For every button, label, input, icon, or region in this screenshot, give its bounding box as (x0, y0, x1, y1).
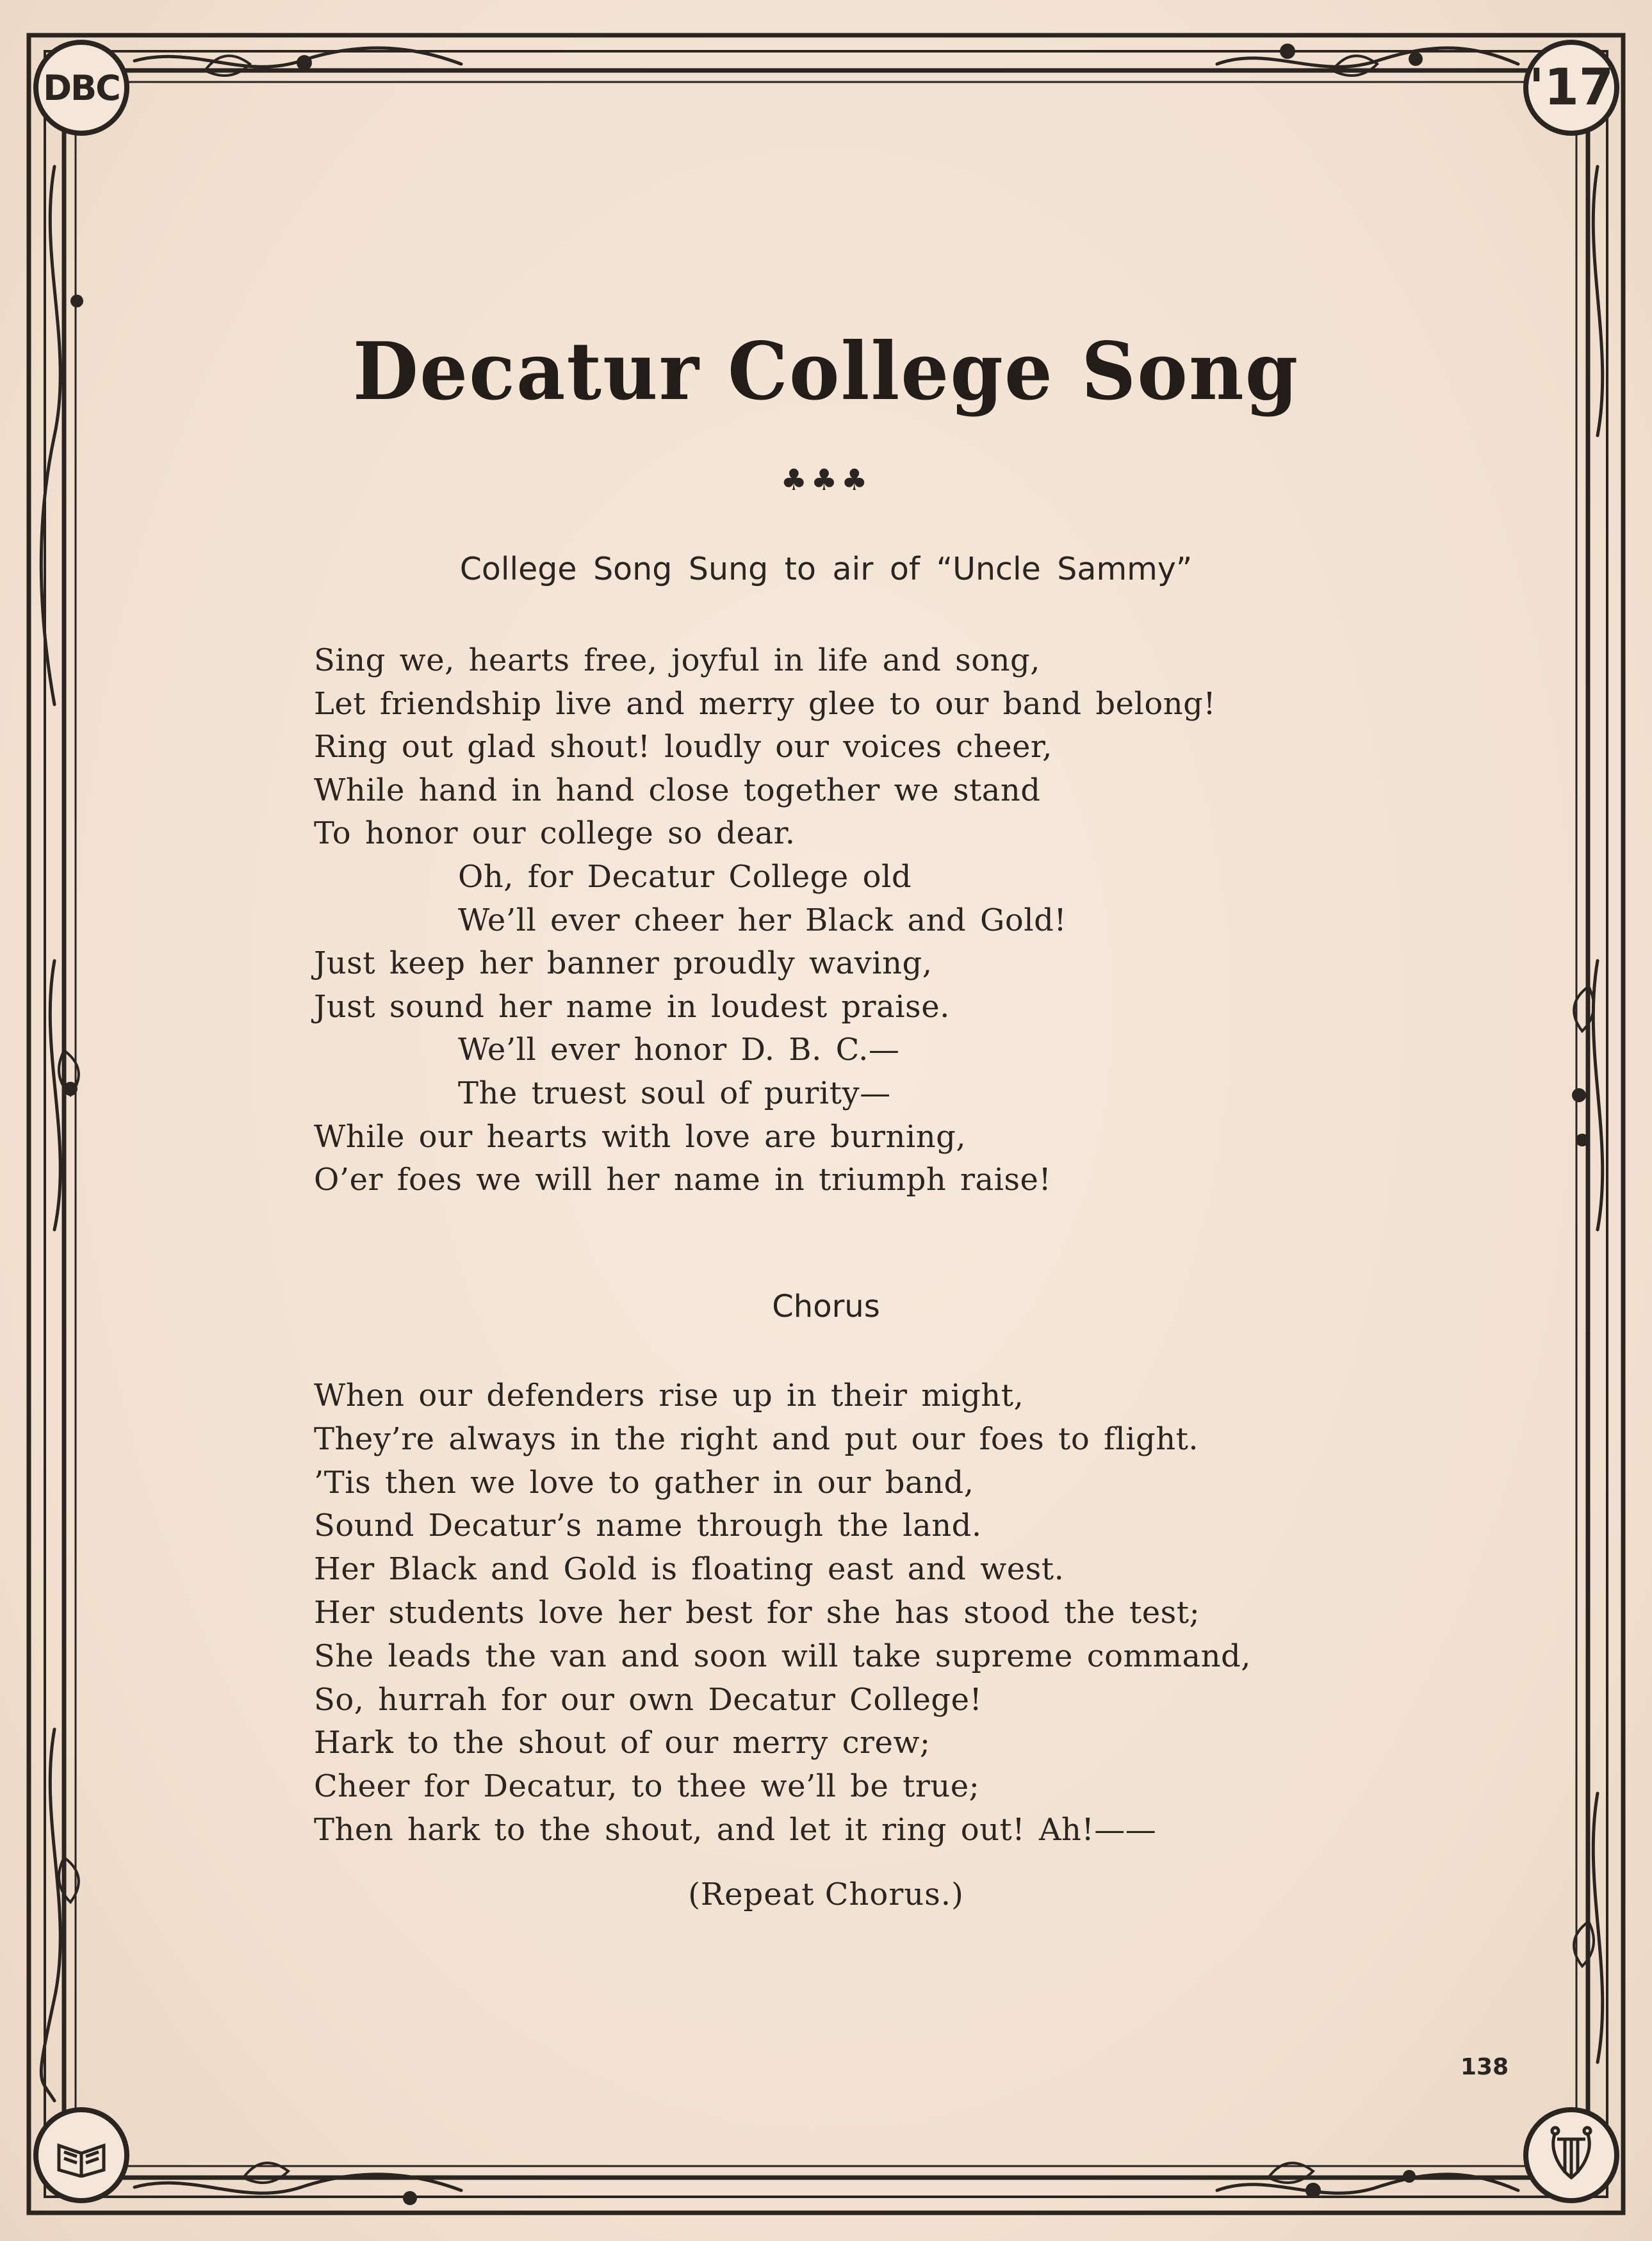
lyre-icon-glyph (1546, 2123, 1597, 2187)
verse-line: While our hearts with love are burning, (314, 1118, 967, 1155)
chorus (314, 1374, 1403, 1852)
verse-line: We’ll ever cheer her Black and Gold! (458, 902, 1067, 938)
verse-line: Oh, for Decatur College old (458, 858, 912, 895)
chorus-line: Hark to the shout of our merry crew; (314, 1725, 931, 1761)
repeat-chorus-note: (Repeat Chorus.) (688, 1877, 964, 1912)
page-title: Decatur College Song (352, 324, 1300, 418)
chorus-line: When our defenders rise up in their might, (314, 1378, 1024, 1414)
chorus-line: Her Black and Gold is floating east and west. (314, 1551, 1065, 1588)
verse-line: Sing we, hearts free, joyful in life and song, (314, 642, 1041, 678)
verse-line: The truest soul of purity— (458, 1075, 891, 1111)
chorus-line: Her students love her best for she has stood the test; (314, 1594, 1200, 1631)
verse (314, 639, 1403, 1202)
chorus-line: ’Tis then we love to gather in our band, (314, 1464, 974, 1501)
lyre-icon (1523, 2107, 1619, 2203)
chorus-line: She leads the van and soon will take supreme command, (314, 1638, 1252, 1674)
chorus-line: Then hark to the shout, and let it ring out! Ah!—— (314, 1811, 1157, 1848)
verse-line: Just sound her name in loudest praise. (314, 988, 950, 1025)
chorus-line: Sound Decatur’s name through the land. (314, 1508, 982, 1544)
chorus-line: They’re always in the right and put our foes to flight. (314, 1421, 1199, 1457)
verse-line: O’er foes we will her name in triumph raise! (314, 1162, 1052, 1198)
page-number: 138 (1460, 2054, 1509, 2080)
club-ornament-icon: ♣♣♣ (780, 462, 872, 497)
year-label: '17 (1528, 59, 1614, 117)
open-book-icon-glyph (53, 2133, 110, 2178)
year-medallion (1523, 40, 1619, 136)
dbc-medallion (33, 40, 129, 136)
open-book-icon (33, 2107, 129, 2203)
chorus-heading: Chorus (772, 1289, 880, 1324)
verse-line: Ring out glad shout! loudly our voices cheer, (314, 729, 1052, 765)
verse-line: Let friendship live and merry glee to our band belong! (314, 685, 1216, 722)
chorus-line: So, hurrah for our own Decatur College! (314, 1681, 983, 1718)
dbc-monogram: DBC (43, 67, 120, 108)
verse-line: While hand in hand close together we stand (314, 772, 1041, 808)
song-subtitle: College Song Sung to air of “Uncle Sammy” (459, 551, 1193, 587)
verse-line: Just keep her banner proudly waving, (314, 945, 933, 982)
chorus-line: Cheer for Decatur, to thee we’ll be true; (314, 1768, 980, 1805)
verse-line: To honor our college so dear. (314, 815, 796, 852)
verse-line: We’ll ever honor D. B. C.— (458, 1032, 900, 1068)
